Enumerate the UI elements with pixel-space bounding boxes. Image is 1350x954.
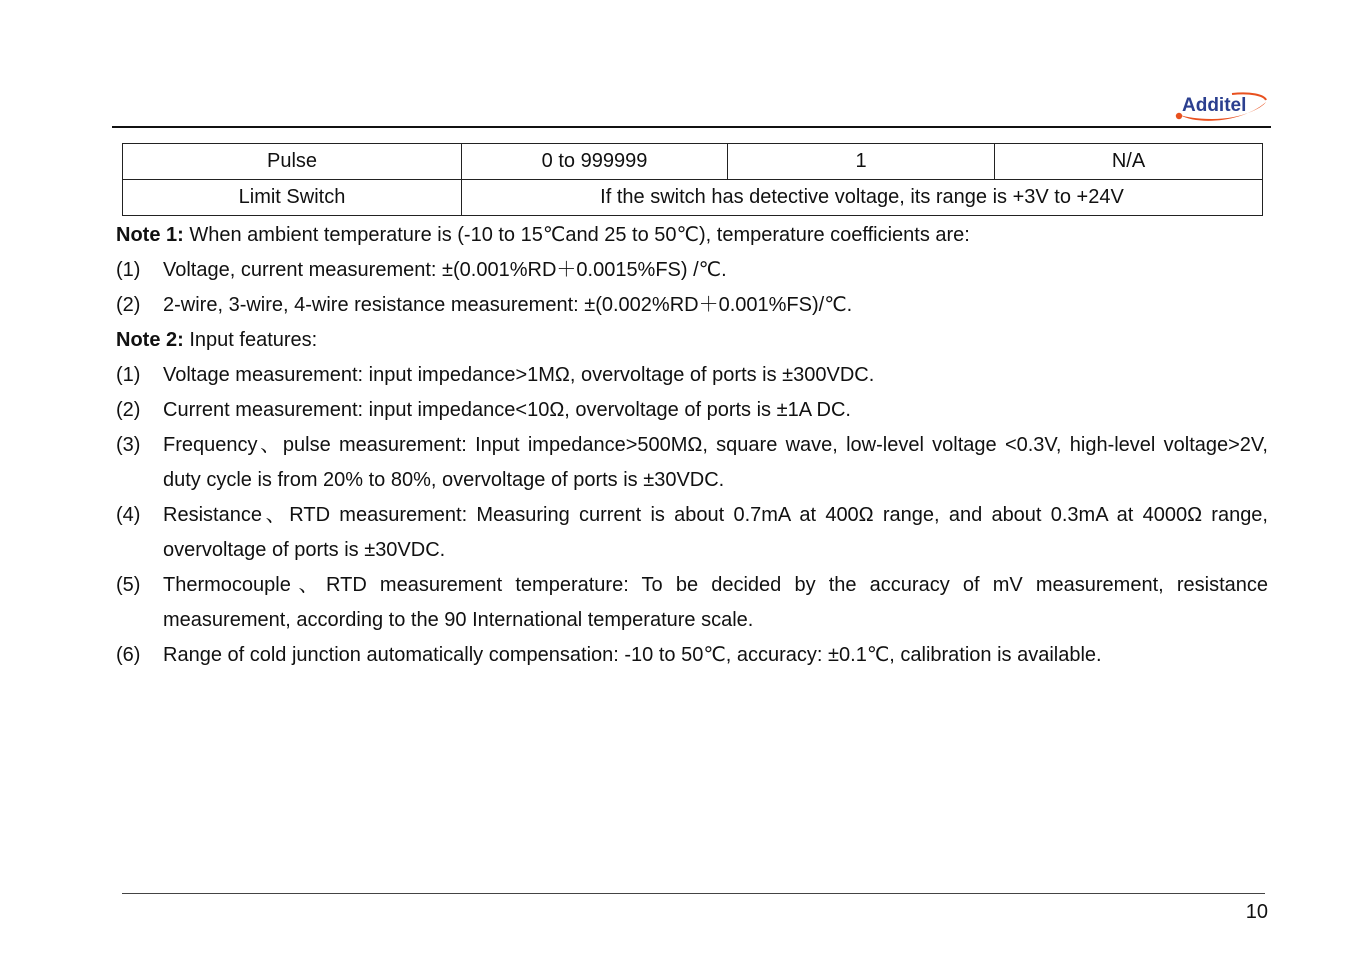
list-item-text: 2-wire, 3-wire, 4-wire resistance measurement: ±(0.002%RD＋0.001%FS)/℃. <box>163 294 853 316</box>
list-item-number: (6) <box>116 644 141 666</box>
table-cell: 1 <box>728 144 995 180</box>
table-row <box>123 180 1263 216</box>
list-item <box>116 568 1268 638</box>
list-item <box>116 358 1268 393</box>
list-item-number: (2) <box>116 294 141 316</box>
list-item-text: Voltage measurement: input impedance>1MΩ, overvoltage of ports is ±300VDC. <box>163 364 875 386</box>
list-item-text: Thermocouple、RTD measurement temperature: To be decided by the accuracy of mV measurement, resistance measurement, according to the 90 International temperature scale. <box>163 574 1268 631</box>
list-item-number: (1) <box>116 259 141 281</box>
note-1 <box>116 218 1268 253</box>
list-item-text: Voltage, current measurement: ±(0.001%RD＋0.0015%FS) /℃. <box>163 259 727 281</box>
list-item-text: Frequency、pulse measurement: Input impedance>500MΩ, square wave, low-level voltage <0.3V, high-level voltage>2V, duty cycle is from 20% to 80%, overvoltage of ports is ±30VDC. <box>163 434 1268 491</box>
list-item-number: (2) <box>116 399 141 421</box>
list-item <box>116 393 1268 428</box>
page-number: 10 <box>1245 901 1268 923</box>
table-cell: Pulse <box>123 144 462 180</box>
list-item-text: Range of cold junction automatically compensation: -10 to 50℃, accuracy: ±0.1℃, calibration is available. <box>163 644 1102 666</box>
notes-section <box>116 218 1268 673</box>
table-cell: N/A <box>995 144 1263 180</box>
table-cell-merged: If the switch has detective voltage, its range is +3V to +24V <box>462 180 1263 216</box>
list-item-text: Current measurement: input impedance<10Ω, overvoltage of ports is ±1A DC. <box>163 399 851 421</box>
additel-logo <box>1172 88 1270 124</box>
list-item-text: Resistance、RTD measurement: Measuring current is about 0.7mA at 400Ω range, and about 0.3mA at 4000Ω range, overvoltage of ports is ±30VDC. <box>163 504 1268 561</box>
note-2 <box>116 323 1268 358</box>
note-2-text: Input features: <box>183 329 318 351</box>
table-row <box>123 144 1263 180</box>
list-item-number: (4) <box>116 504 141 526</box>
list-item <box>116 498 1268 568</box>
list-item <box>116 638 1268 673</box>
note-2-label: Note 2: <box>116 329 184 351</box>
spec-table <box>122 143 1263 216</box>
table-cell: Limit Switch <box>123 180 462 216</box>
footer-rule <box>122 893 1265 894</box>
list-item <box>116 428 1268 498</box>
list-item-number: (3) <box>116 434 141 456</box>
list-item <box>116 253 1268 288</box>
list-item <box>116 288 1268 323</box>
additel-logo-mark <box>1172 88 1270 124</box>
list-item-number: (5) <box>116 574 141 596</box>
logo-wordmark: Additel <box>1182 95 1247 116</box>
note-1-text: When ambient temperature is (-10 to 15℃and 25 to 50℃), temperature coefficients are: <box>183 224 970 246</box>
header-rule <box>112 126 1271 128</box>
list-item-number: (1) <box>116 364 141 386</box>
note-1-label: Note 1: <box>116 224 184 246</box>
table-cell: 0 to 999999 <box>462 144 728 180</box>
